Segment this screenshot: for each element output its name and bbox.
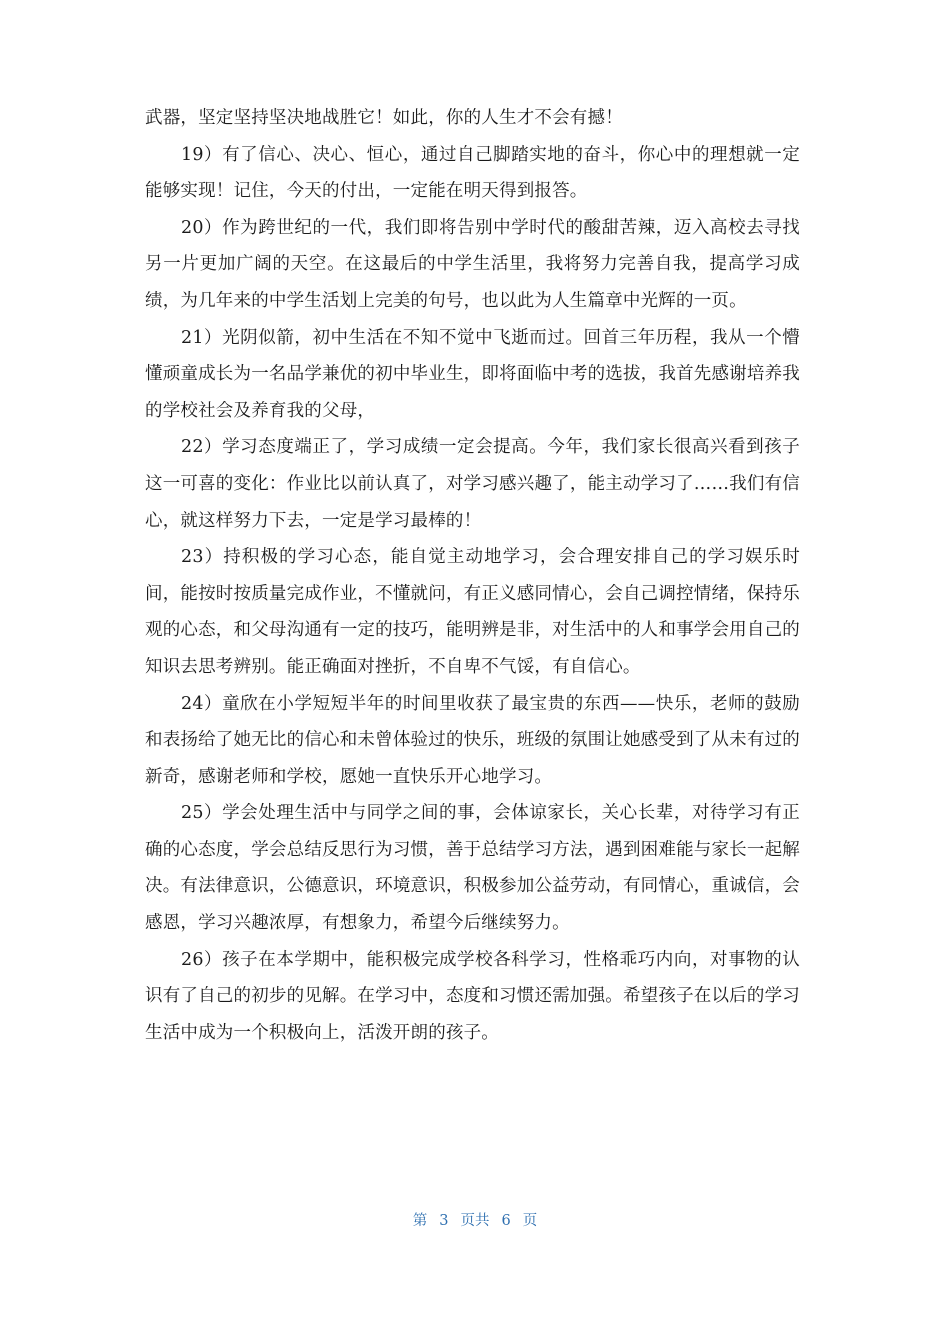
paragraph-24: 24）童欣在小学短短半年的时间里收获了最宝贵的东西——快乐，老师的鼓励和表扬给了她无比的信心和未曾体验过的快乐，班级的氛围让她感受到了从未有过的新奇，感谢老师和学校，愿她一直快乐开心地学习。	[145, 693, 800, 787]
document-body	[145, 100, 800, 1051]
paragraph-continuation: 武器，坚定坚持坚决地战胜它！如此，你的人生才不会有撼！	[145, 108, 623, 128]
paragraph-25: 25）学会处理生活中与同学之间的事，会体谅家长，关心长辈，对待学习有正确的心态度，学会总结反思行为习惯，善于总结学习方法，遇到困难能与家长一起解决。有法律意识，公德意识，环境意识，积极参加公益劳动，有同情心，重诚信，会感恩，学习兴趣浓厚，有想象力，希望今后继续努力。	[145, 803, 800, 934]
paragraph-21: 21）光阴似箭，初中生活在不知不觉中飞逝而过。回首三年历程，我从一个懵懂顽童成长为一名品学兼优的初中毕业生，即将面临中考的选拔，我首先感谢培养我的学校社会及养育我的父母，	[145, 327, 800, 421]
footer-prefix: 第	[412, 1213, 428, 1229]
paragraph-23: 23）持积极的学习心态，能自觉主动地学习，会合理安排自己的学习娱乐时间，能按时按质量完成作业，不懂就问，有正义感同情心，会自己调控情绪，保持乐观的心态，和父母沟通有一定的技巧，能明辨是非，对生活中的人和事学会用自己的知识去思考辨别。能正确面对挫折，不自卑不气馁，有自信心。	[145, 547, 800, 677]
footer-total-pages: 6	[501, 1213, 511, 1229]
paragraph-26: 26）孩子在本学期中，能积极完成学校各科学习，性格乖巧内向，对事物的认识有了自己的初步的见解。在学习中，态度和习惯还需加强。希望孩子在以后的学习生活中成为一个积极向上，活泼开朗的孩子。	[145, 949, 800, 1043]
footer-current-page: 3	[439, 1213, 449, 1229]
paragraph-19: 19）有了信心、决心、恒心，通过自己脚踏实地的奋斗，你心中的理想就一定能够实现！记住，今天的付出，一定能在明天得到报答。	[145, 144, 800, 202]
paragraph-20: 20）作为跨世纪的一代，我们即将告别中学时代的酸甜苦辣，迈入高校去寻找另一片更加广阔的天空。在这最后的中学生活里，我将努力完善自我，提高学习成绩，为几年来的中学生活划上完美的句号，也以此为人生篇章中光辉的一页。	[145, 217, 800, 311]
paragraph-22: 22）学习态度端正了，学习成绩一定会提高。今年，我们家长很高兴看到孩子这一可喜的变化：作业比以前认真了，对学习感兴趣了，能主动学习了……我们有信心，就这样努力下去，一定是学习最棒的！	[145, 437, 800, 531]
footer-suffix: 页	[522, 1213, 538, 1229]
footer-middle: 页共	[460, 1213, 490, 1229]
page-footer	[0, 1209, 950, 1230]
